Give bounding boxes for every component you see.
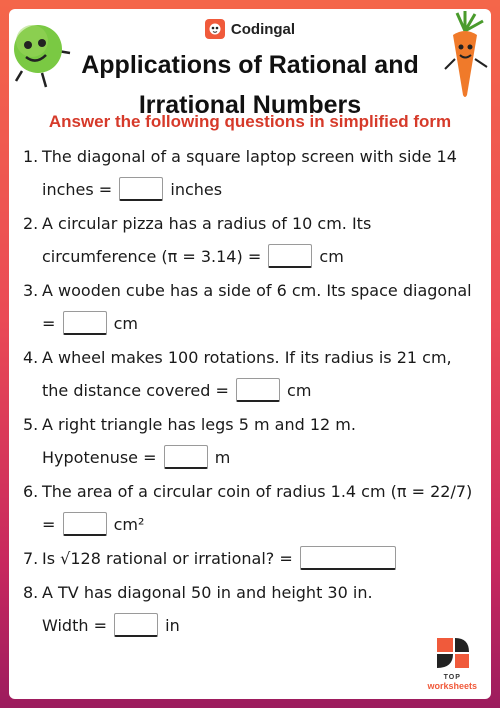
question-text: A TV has diagonal 50 in and height 30 in.: [42, 583, 373, 602]
question-item: [23, 140, 487, 207]
question-number: 2.: [23, 214, 39, 233]
answer-unit: inches: [170, 180, 223, 199]
question-list: [23, 140, 487, 643]
question-number: 5.: [23, 415, 39, 434]
logo-top-text: TOP: [443, 674, 461, 681]
question-text: The diagonal of a square laptop screen with side 14: [42, 147, 457, 166]
answer-unit: m: [214, 448, 231, 467]
question-item: [23, 542, 487, 576]
question-text: Hypotenuse =: [42, 448, 157, 467]
logo-word-text: worksheets: [427, 681, 477, 691]
answer-unit: cm: [113, 314, 138, 333]
answer-box[interactable]: [114, 613, 158, 637]
brand-header: [9, 19, 491, 39]
question-text: =: [42, 314, 56, 333]
question-number: 6.: [23, 482, 39, 501]
answer-box[interactable]: [63, 311, 107, 335]
answer-unit: cm: [287, 381, 312, 400]
question-text: The area of a circular coin of radius 1.4 cm (π = 22/7): [42, 482, 473, 501]
question-number: 7.: [23, 549, 39, 568]
question-text: Width =: [42, 616, 107, 635]
worksheet-page: [9, 9, 491, 699]
answer-box[interactable]: [119, 177, 163, 201]
question-number: 8.: [23, 583, 39, 602]
answer-box[interactable]: [164, 445, 208, 469]
question-text: =: [42, 515, 56, 534]
question-text: Is √128 rational or irrational? =: [42, 549, 293, 568]
answer-unit: in: [165, 616, 180, 635]
answer-unit: cm: [319, 247, 344, 266]
question-item: [23, 207, 487, 274]
answer-box[interactable]: [300, 546, 396, 570]
brand-name: Codingal: [230, 20, 296, 38]
instructions-subtitle: Answer the following questions in simplified form: [48, 112, 452, 131]
question-item: [23, 274, 487, 341]
question-text: circumference (π = 3.14) =: [42, 247, 262, 266]
top-worksheets-logo: [427, 636, 477, 691]
codingal-logo-icon: [205, 19, 225, 39]
question-number: 3.: [23, 281, 39, 300]
question-text: A wheel makes 100 rotations. If its radius is 21 cm,: [42, 348, 452, 367]
question-text: A right triangle has legs 5 m and 12 m.: [42, 415, 356, 434]
page-title: Applications of Rational and Irrational Numbers: [81, 51, 419, 119]
question-text: the distance covered =: [42, 381, 229, 400]
answer-box[interactable]: [236, 378, 280, 402]
answer-box[interactable]: [63, 512, 107, 536]
answer-box[interactable]: [268, 244, 312, 268]
top-worksheets-logo-icon: [433, 636, 471, 670]
question-item: [23, 576, 487, 643]
question-text: A wooden cube has a side of 6 cm. Its space diagonal: [42, 281, 472, 300]
question-number: 1.: [23, 147, 39, 166]
question-number: 4.: [23, 348, 39, 367]
answer-unit: cm²: [113, 515, 145, 534]
question-item: [23, 408, 487, 475]
question-item: [23, 341, 487, 408]
question-item: [23, 475, 487, 542]
question-text: A circular pizza has a radius of 10 cm. Its: [42, 214, 372, 233]
question-text: inches =: [42, 180, 113, 199]
